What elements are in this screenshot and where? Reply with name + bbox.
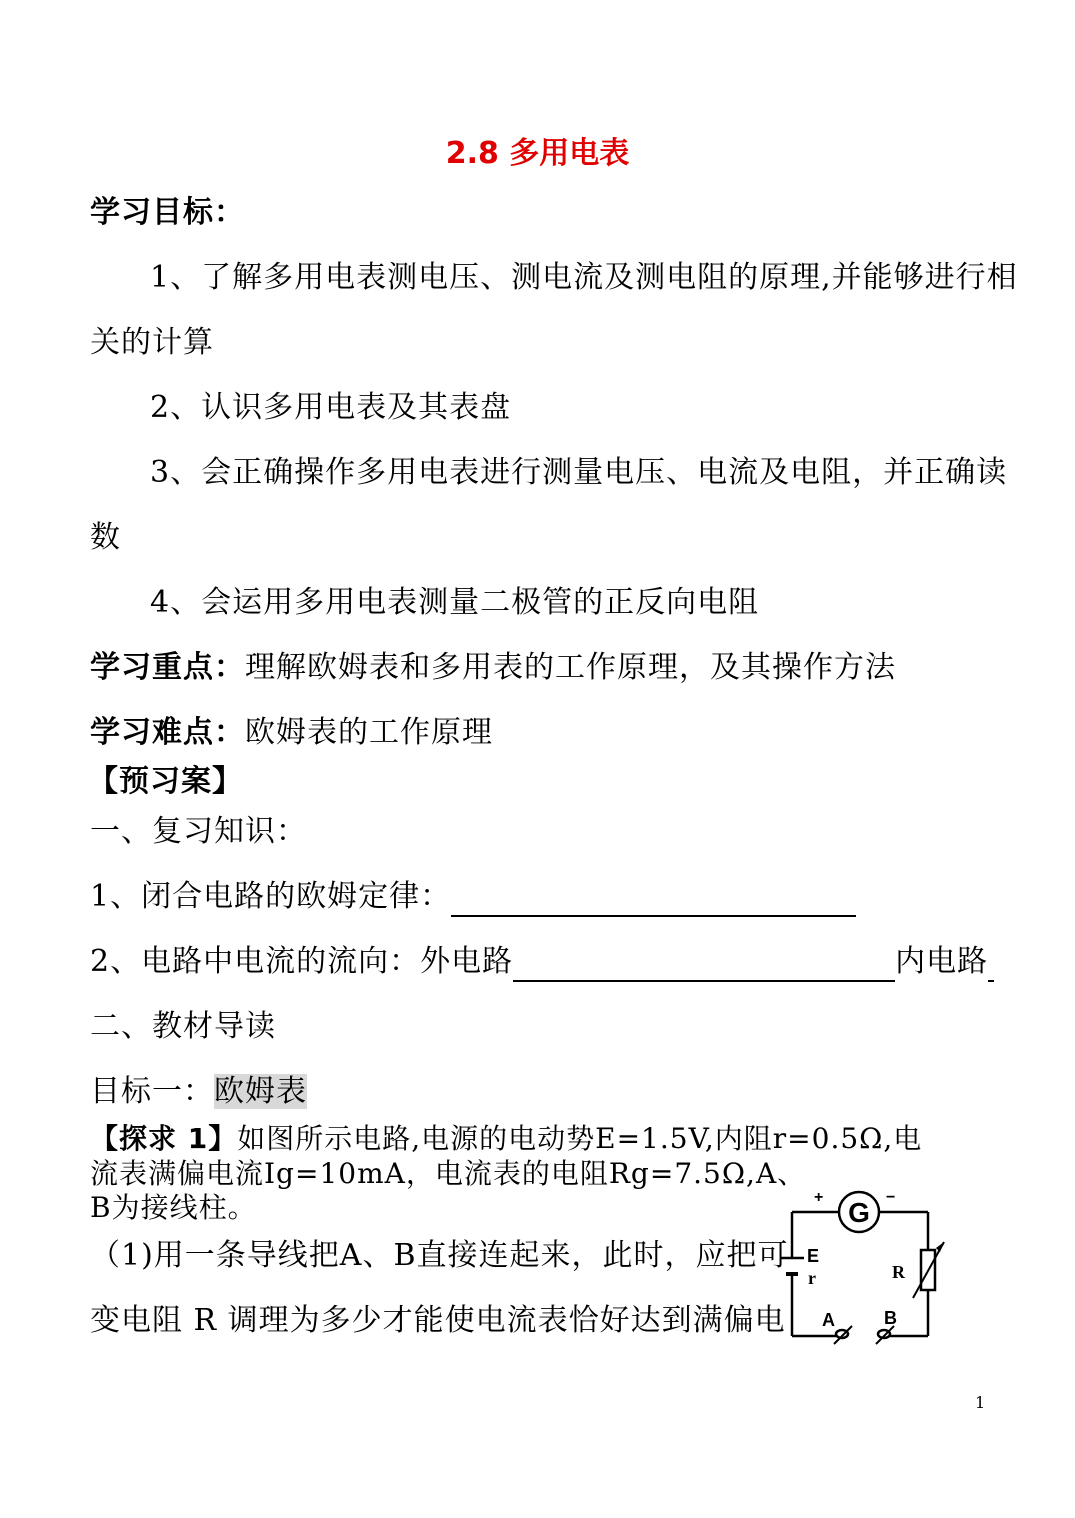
key-point-text: 理解欧姆表和多用表的工作原理，及其操作方法: [245, 650, 896, 685]
galvanometer-label: G: [848, 1197, 870, 1228]
explore-line-5: 变电阻 R 调理为多少才能使电流表恰好达到满偏电: [90, 1303, 786, 1338]
answer-blank-3[interactable]: [988, 950, 994, 982]
terminal-b-label: B: [884, 1308, 897, 1328]
objective-4: 4、会运用多用电表测量二极管的正反向电阻: [150, 585, 760, 620]
objective-2: 2、认识多用电表及其表盘: [150, 390, 512, 425]
objective-3-line-2: 数: [90, 520, 121, 555]
objectives-heading: 学习目标：: [90, 195, 245, 230]
explore-line-1: [90, 1122, 922, 1156]
key-point-label: 学习重点：: [90, 650, 245, 685]
review-question-2: [90, 942, 994, 982]
goal-one: [90, 1072, 307, 1112]
review-question-2-inner: 内电路: [895, 944, 989, 979]
page-number: 1: [975, 1393, 986, 1412]
internal-resistance-label: r: [808, 1268, 816, 1288]
page-title: 2.8 多用电表: [445, 136, 630, 171]
emf-label: E: [807, 1246, 820, 1266]
objective-1-line-2: 关的计算: [90, 325, 214, 360]
circuit-diagram: [770, 1180, 960, 1355]
review-heading: 一、复习知识：: [90, 814, 307, 849]
objective-1-line-1: 1、了解多用电表测电压、测电流及测电阻的原理,并能够进行相: [150, 260, 1018, 295]
explore-line-2: 流表满偏电流Ig=10mA，电流表的电阻Rg=7.5Ω,A、: [90, 1157, 807, 1190]
arrow-head-icon: [936, 1242, 944, 1252]
difficulty: [90, 713, 493, 753]
difficulty-label: 学习难点：: [90, 715, 245, 750]
key-point: [90, 648, 896, 688]
minus-terminal-label: −: [886, 1189, 896, 1206]
explore-label: 【探求 1】: [90, 1122, 238, 1155]
answer-blank-1[interactable]: [451, 885, 856, 917]
plus-terminal-label: +: [814, 1189, 824, 1206]
explore-line-4: （1)用一条导线把A、B直接连起来，此时，应把可: [90, 1238, 789, 1273]
answer-blank-2[interactable]: [513, 950, 895, 982]
difficulty-text: 欧姆表的工作原理: [245, 715, 493, 750]
review-question-1: [90, 877, 856, 917]
resistor-label: R: [892, 1262, 905, 1282]
terminal-a-label: A: [822, 1310, 835, 1330]
explore-text-1: 如图所示电路,电源的电动势E=1.5V,内阻r=0.5Ω,电: [237, 1122, 923, 1155]
objective-3-line-1: 3、会正确操作多用电表进行测量电压、电流及电阻，并正确读: [150, 455, 1008, 490]
explore-line-3: B为接线柱。: [90, 1191, 257, 1224]
review-question-1-text: 1、闭合电路的欧姆定律：: [90, 879, 452, 914]
reading-heading: 二、教材导读: [90, 1009, 276, 1044]
preview-heading: 【预习案】: [88, 764, 243, 799]
review-question-2-text: 2、电路中电流的流向：外电路: [90, 944, 514, 979]
goal-one-text: 欧姆表: [214, 1074, 307, 1109]
goal-one-label: 目标一：: [90, 1074, 214, 1109]
